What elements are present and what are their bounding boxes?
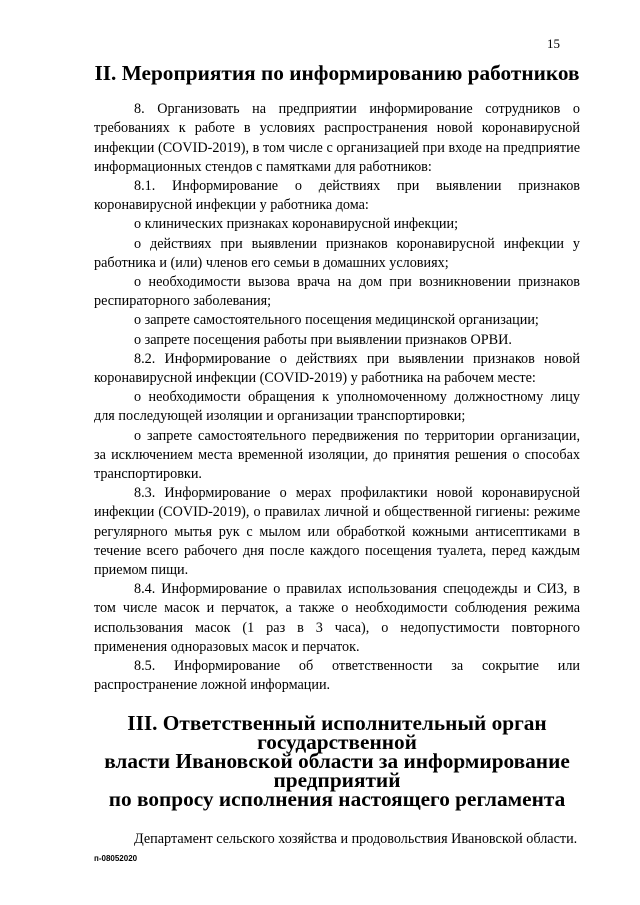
list-item: о запрете самостоятельного передвижения по территории организации, за исключением места временной изоляции, до принятия решения о способах транспортировки.	[94, 427, 580, 483]
section-3-heading-line: по вопросу исполнения настоящего регламента	[108, 787, 566, 812]
paragraph-8-5: 8.5. Информирование об ответственности за сокрытие или распространение ложной информации.	[94, 658, 580, 694]
paragraph-8: 8. Организовать на предприятии информирование сотрудников о требованиях к работе в условиях распространения новой коронавирусной инфекции (COVID-2019), в том числе с организацией при входе на предприятие информационных стендов с памятками для работников:	[94, 101, 580, 175]
paragraph-8-3: 8.3. Информирование о мерах профилактики новой коронавирусной инфекции (COVID-2019), о правилах личной и общественной гигиены: режиме регулярного мытья рук с мылом или обработкой кожными антисептиками в течение всего рабочего дня после каждого посещения туалета, перед каждым приемом пищи.	[94, 485, 580, 579]
responsible-department: Департамент сельского хозяйства и продовольствия Ивановской области.	[134, 830, 578, 847]
list-item: о клинических признаках коронавирусной инфекции;	[134, 216, 459, 233]
list-item: о необходимости обращения к уполномоченному должностному лицу для последующей изоляции и организации транспортировки;	[94, 389, 580, 425]
page-number: 15	[547, 36, 560, 51]
list-item: о необходимости вызова врача на дом при возникновении признаков респираторного заболевания;	[94, 274, 580, 310]
section-2-heading: II. Мероприятия по информированию работников	[94, 61, 580, 85]
section-3-heading	[94, 710, 580, 812]
paragraph-8-4: 8.4. Информирование о правилах использования спецодежды и СИЗ, в том числе масок и перчаток, а также о необходимости соблюдения режима использования масок (1 раз в 3 часа), о недопустимости повторного применения одноразовых масок и перчаток.	[94, 581, 580, 655]
document-body	[94, 61, 580, 849]
section-3-heading-line: III. Ответственный исполнительный орган государственной	[127, 710, 547, 754]
section-3-body	[94, 830, 580, 849]
paragraph-8-2: 8.2. Информирование о действиях при выявлении признаков новой коронавирусной инфекции (COVID-2019) у работника на рабочем месте:	[94, 350, 580, 387]
list-item: о действиях при выявлении признаков коронавирусной инфекции у работника и (или) членов его семьи в домашних условиях;	[94, 235, 580, 271]
section-3-heading-line: власти Ивановской области за информирование предприятий	[104, 748, 570, 793]
list-item: о запрете самостоятельного посещения медицинской организации;	[134, 312, 539, 329]
paragraph-8-1: 8.1. Информирование о действиях при выявлении признаков коронавирусной инфекции у работника дома:	[94, 178, 580, 214]
list-item: о запрете посещения работы при выявлении признаков ОРВИ.	[134, 331, 512, 348]
section-2-body	[94, 100, 580, 695]
document-code: п-08052020	[94, 854, 138, 863]
